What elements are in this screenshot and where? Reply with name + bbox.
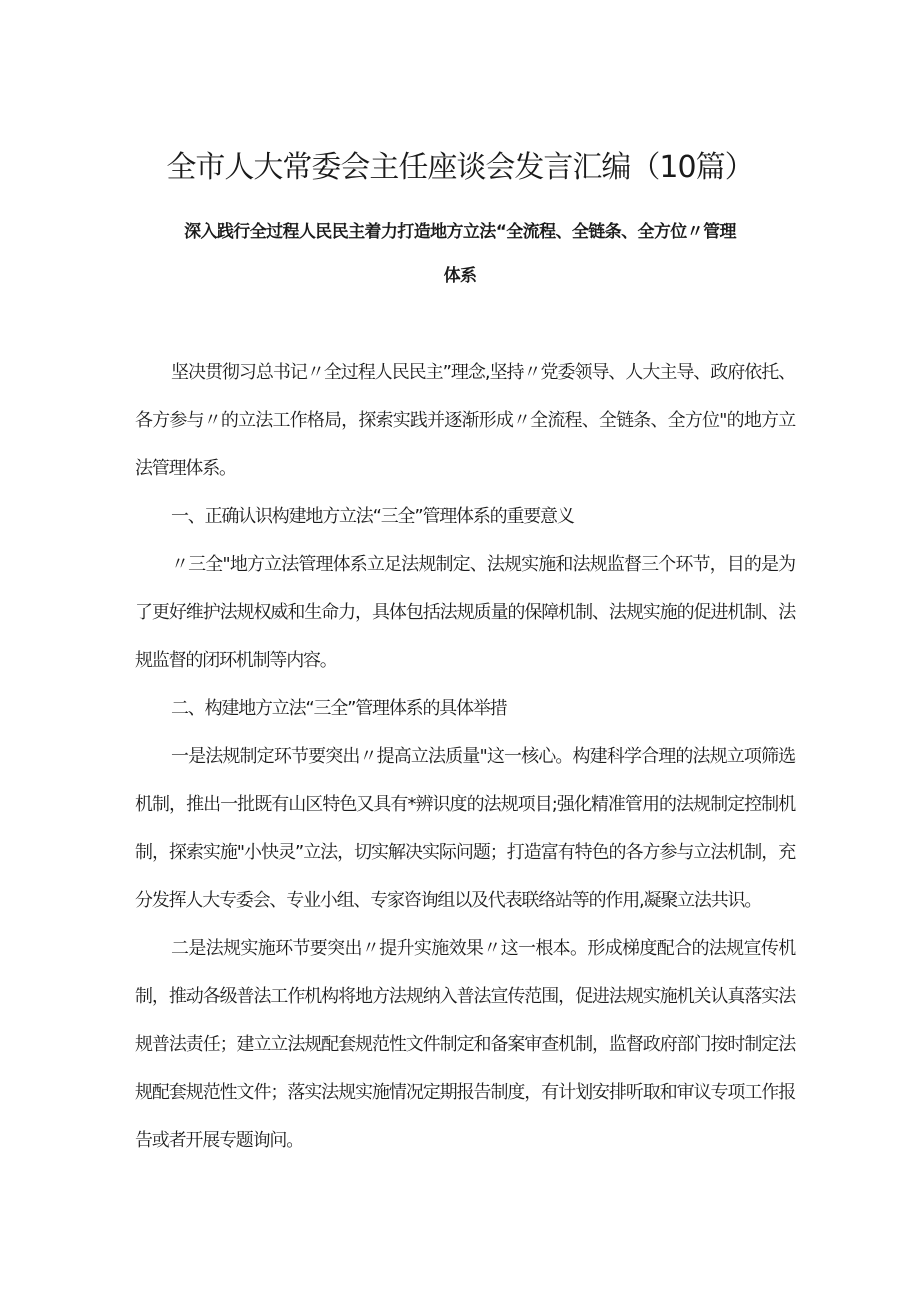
document-subtitle-line1: 深入践行全过程人民民主着力打造地方立法“全流程、全链条、全方位〃管理 [184,222,736,242]
document-body [135,349,795,1165]
paragraph-intro: 坚决贯彻习总书记〃全过程人民民主”理念,坚持〃党委领导、人大主导、政府依托、各方参与〃的立法工作格局，探索实践并逐渐形成〃全流程、全链条、全方位"的地方立法管理体系。 [135,362,795,479]
document-title: 全市人大常委会主任座谈会发言汇编（10篇） [166,150,754,185]
section-heading-2: 二、构建地方立法“三全”管理体系的具体举措 [171,698,507,719]
section-heading-1: 一、正确认识构建地方立法“三全”管理体系的重要意义 [171,506,574,527]
document-subtitle [150,210,770,298]
paragraph-measure-1: 一是法规制定环节要突出〃提高立法质量"这一核心。构建科学合理的法规立项筛选机制，推出一批既有山区特色又具有*辨识度的法规项目;强化精准管用的法规制定控制机制，探索实施"小快灵”立法，切实解决实际问题；打造富有特色的各方参与立法机制，充分发挥人大专委会、专业小组、专家咨询组以及代表联络站等的作用,凝聚立法共识。 [135,746,795,911]
paragraph-section-1: 〃三全"地方立法管理体系立足法规制定、法规实施和法规监督三个环节，目的是为了更好维护法规权威和生命力，具体包括法规质量的保障机制、法规实施的促进机制、法规监督的闭环机制等内容。 [135,554,795,671]
document-subtitle-line2: 体系 [443,266,477,286]
paragraph-measure-2: 二是法规实施环节要突出〃提升实施效果〃这一根本。形成梯度配合的法规宣传机制，推动各级普法工作机构将地方法规纳入普法宣传范围，促进法规实施机关认真落实法规普法责任；建立立法规配套规范性文件制定和备案审查机制，监督政府部门按时制定法规配套规范性文件；落实法规实施情况定期报告制度，有计划安排听取和审议专项工作报告或者开展专题询问。 [135,938,795,1151]
